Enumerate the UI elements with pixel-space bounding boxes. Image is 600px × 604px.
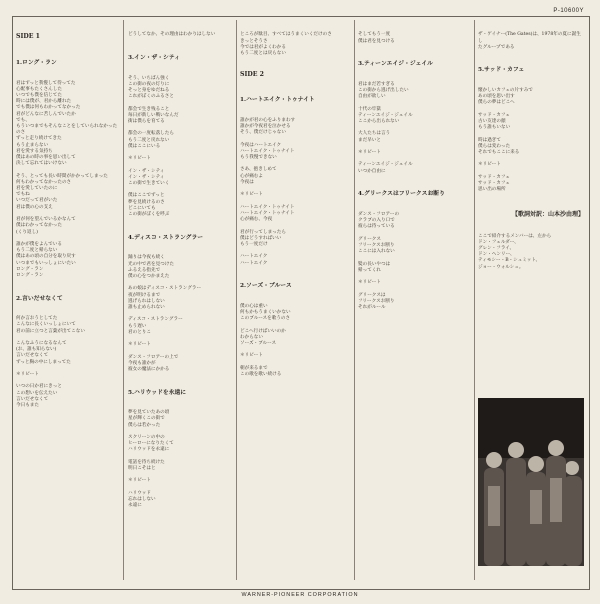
band-notes: ここで紹介するメンバーは、左から ドン・フェルダー、 グレン・フライ、 ドン・ヘンリー、 ティモシー・B・シュミット、 ジョー・ウォルシュ。 — [478, 233, 552, 270]
song-title: 4.グリークスはフリークスお断り — [358, 191, 445, 198]
song-lyrics: 夢を見ていたあの頃 星が輝くこの街で 僕らは若かった スクリーンの中の ヒーローになりたくて ハリウッドを永遠に 電話を待ち続けた 明日こそはと ＊リピート ハリウッド 忘れはしない 永遠に — [128, 410, 174, 509]
song-title: 3.ティーンエイジ・ジェイル — [358, 61, 433, 68]
column-divider — [474, 20, 475, 580]
band-photo — [478, 398, 584, 566]
song-title: 1.ハートエイク・トゥナイト — [240, 97, 315, 104]
lyric-continuation: ところが駄目、すべてはうまくいくだけのさ きっとそうさ 今では君がよくわかる もう二度とは戻らない — [240, 32, 332, 57]
song-title: 5.サッド・カフェ — [478, 67, 525, 74]
column-4 — [358, 20, 470, 582]
song-lyrics: 君はまだ若すぎる この街から逃げ出したい 自由が欲しい 十代の牢獄 ティーンエイジ・ジェイル ここから出られない 大人たちは言う まだ早いと ＊リピート ティーンエイジ・ジェイル いつか自由に — [358, 81, 413, 174]
column-divider — [354, 20, 355, 580]
song-title: 2.ソーズ・ブルース — [240, 283, 292, 290]
column-2 — [128, 20, 232, 582]
song-title: 4.ディスコ・ストラングラー — [128, 234, 204, 241]
band-photo-image — [478, 398, 584, 566]
lyric-continuation: どうしてなか、その理由はわかりはしない — [128, 32, 216, 38]
song-lyrics: 誰かが君の心をふりまわす 誰かが今夜君を泣かせる そう、僕だけじゃない 今夜はハートエイク ハートエイク・トゥナイト もう我慢できない さあ、抱きしめて 心が痛むよ 今夜は ＊リピート ハートエイク・トゥナイト ハートエイク・トゥナイト 心が痛む、今夜 君が行ってしまったら 僕はどうすればいい もう一度だけ ハートエイク ハートエイク — [240, 117, 296, 266]
song-lyrics: 踊りは今夜も続く 光の中で君を見つけた ふるえる指先で 僕の心をつかまえた あの娘はディスコ・ストラングラー 夜が明けるまで 逃げられはしない 誰も止められない ディスコ・ストラングラー もう遅い 君のとりこ ＊リピート ダンス・フロアーの上で 今夜も誰かが 彼女の魔法にかかる — [128, 255, 202, 372]
song-lyrics: 僕の心は重い 何もかもうまくいかない このブルースを歌うのさ どこへ行けばいいのか わからない ソーズ・ブルース ＊リピート 朝が来るまで この歌を歌い続ける — [240, 303, 291, 377]
song-lyrics: 君はずっと我慢して待ってた 心配事もたくさんした いつでも僕を信じてた 時には僕が、君から離れた でも僕は何もわかってなかった 君がどんなに苦しんでいたか でも、 もういつまでもそんなことをしていられなかった のさ ずっと走り続けてきた もう止まらない 君を愛する気持ち 僕はあの時の事を思い出して 決して忘れてはいけない そう、とっても長い時間がかかってしまった 何もわかってなかったのさ 君を愛していたのに でもね いつだって君がいた 君は僕の心の支え 君が何を望んでいるかなんて 僕はわかってなかった (くり返し) 誰かが僕をよんでいる もう二度と帰らない 僕はあの頃の自分を取り戻す いつまでもいっしょにいたい ロング・ラン ロング・ラン — [16, 80, 118, 278]
song-title: 3.イン・ザ・シティ — [128, 55, 180, 62]
song-lyrics: 懐かしいカフェの片すみで あの頃を思い出す 僕らの夢はどこへ サッド・カフェ 古い友達の顔 もう誰もいない 時は過ぎて 僕らは変わった それでもここに来る ＊リピート サッド・カフェ サッド・カフェ 思い出の場所 — [478, 88, 533, 193]
lyric-continuation: そしてもう一度 僕は君を見つける — [358, 32, 395, 44]
song-title: 1.ロング・ラン — [16, 60, 57, 67]
side-heading: SIDE 1 — [16, 33, 40, 41]
column-3 — [240, 20, 352, 582]
catalog-number: P-10600Y — [553, 8, 584, 14]
publisher-footer: WARNER-PIONEER CORPORATION — [241, 592, 359, 598]
song-title: 2.言いだせなくて — [16, 295, 63, 302]
lyric-continuation: ザ・ゲイナー(The Gates)は、1978年の夏に誕生し たグループである — [478, 32, 581, 50]
column-1 — [16, 20, 118, 582]
song-lyrics: そう、いちばん強く この街の夜の灯りに そっと身をゆだねる これがぼくのふるさと 都会で生き残ること 毎日が新しい戦いなんだ 街は僕らを育てる 都会の一度転落したら もう二度と戻れない 僕はここにいる ＊リピート イン・ザ・シティ イン・ザ・シティ この街で生きていく 僕はここでずっと 夢を見続けるのさ どこにいても この街がぼくを呼ぶ — [128, 75, 179, 218]
song-lyrics: ダンス・フロアーの クラブの入り口で 彼らは待っている グリークス フリークスお断り ここには入れない 髪の長いやつは 帰ってくれ ＊リピート グリークスは フリークスお断り それがルール — [358, 211, 400, 310]
column-divider — [236, 20, 237, 580]
side-heading: SIDE 2 — [240, 70, 264, 78]
translation-credit: 【歌詞対訳：山本沙由理】 — [511, 210, 584, 218]
column-divider — [123, 20, 124, 580]
song-lyrics: 何か言おうとしてた こんなに長くいっしょにいて 君の前に立つと言葉が出てこない こんなふうになるなんて (お、誰も知らない) 言いだせなくて ずっと胸の中にしまってた ＊リピート いつの日か君にきっと この想いを伝えたい 言いだせなくて 今日もまた — [16, 316, 85, 408]
song-title: 5.ハリウッドを永遠に — [128, 389, 187, 396]
